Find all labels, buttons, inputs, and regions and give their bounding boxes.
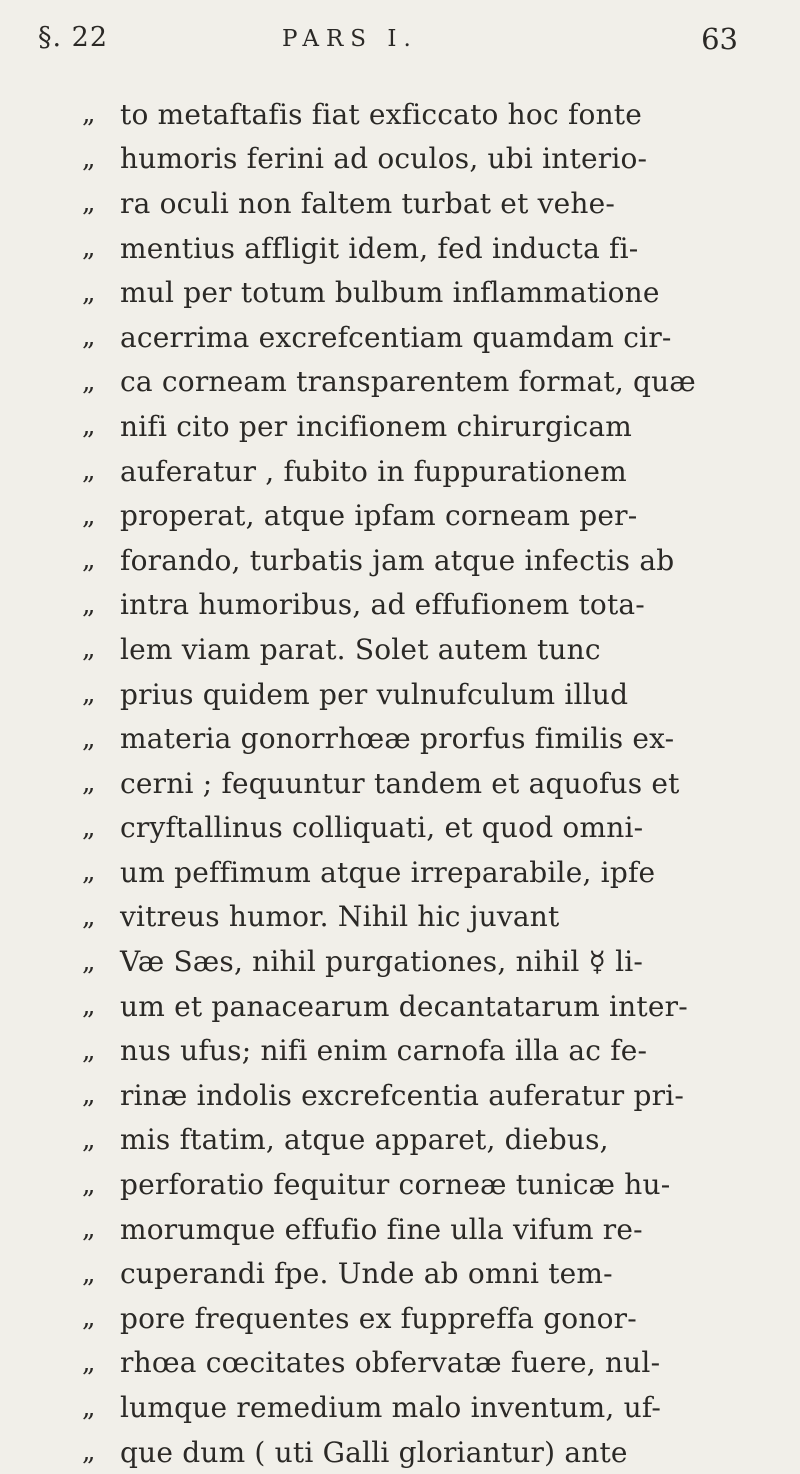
text-line bbox=[82, 806, 762, 851]
quotation-mark: „ bbox=[82, 456, 96, 487]
quotation-mark: „ bbox=[82, 1392, 96, 1423]
text-line bbox=[82, 270, 762, 315]
line-text: um et panacearum decantatarum inter- bbox=[120, 989, 688, 1023]
line-text: rhœa cœcitates obfervatæ fuere, nul- bbox=[120, 1346, 661, 1380]
line-text: cryftallinus colliquati, et quod omni- bbox=[120, 811, 644, 845]
body-text bbox=[82, 92, 762, 1474]
line-text: humoris ferini ad oculos, ubi interio- bbox=[120, 142, 648, 176]
quotation-mark: „ bbox=[82, 322, 96, 353]
text-line bbox=[82, 939, 762, 984]
text-line bbox=[82, 627, 762, 672]
quotation-mark: „ bbox=[82, 1035, 96, 1066]
text-line bbox=[82, 761, 762, 806]
quotation-mark: „ bbox=[82, 1080, 96, 1111]
text-line bbox=[82, 1207, 762, 1252]
text-line bbox=[82, 1341, 762, 1386]
line-text: mis ftatim, atque apparet, diebus, bbox=[120, 1123, 609, 1157]
line-text: cerni ; fequuntur tandem et aquofus et bbox=[120, 766, 680, 800]
text-line bbox=[82, 449, 762, 494]
text-line bbox=[82, 315, 762, 360]
quotation-mark: „ bbox=[82, 143, 96, 174]
text-line bbox=[82, 583, 762, 628]
quotation-mark: „ bbox=[82, 1124, 96, 1155]
text-line bbox=[82, 1118, 762, 1163]
quotation-mark: „ bbox=[82, 768, 96, 799]
text-line bbox=[82, 1296, 762, 1341]
line-text: acerrima excrefcentiam quamdam cir- bbox=[120, 320, 672, 354]
text-line bbox=[82, 850, 762, 895]
quotation-mark: „ bbox=[82, 99, 96, 130]
text-line bbox=[82, 716, 762, 761]
quotation-mark: „ bbox=[82, 1214, 96, 1245]
quotation-mark: „ bbox=[82, 857, 96, 888]
quotation-mark: „ bbox=[82, 1303, 96, 1334]
line-text: intra humoribus, ad effufionem tota- bbox=[120, 588, 645, 622]
quotation-mark: „ bbox=[82, 901, 96, 932]
text-line bbox=[82, 1251, 762, 1296]
quotation-mark: „ bbox=[82, 233, 96, 264]
line-text: materia gonorrhœæ prorfus fimilis ex- bbox=[120, 722, 675, 756]
quotation-mark: „ bbox=[82, 1437, 96, 1468]
quotation-mark: „ bbox=[82, 946, 96, 977]
text-line bbox=[82, 181, 762, 226]
quotation-mark: „ bbox=[82, 545, 96, 576]
quotation-mark: „ bbox=[82, 411, 96, 442]
line-text: cuperandi fpe. Unde ab omni tem- bbox=[120, 1257, 613, 1291]
text-line bbox=[82, 493, 762, 538]
section-number: §. 22 bbox=[38, 22, 109, 53]
text-line bbox=[82, 1430, 762, 1474]
line-text: lumque remedium malo inventum, uf- bbox=[120, 1391, 662, 1425]
quotation-mark: „ bbox=[82, 634, 96, 665]
text-line bbox=[82, 92, 762, 137]
line-text: nus ufus; nifi enim carnofa illa ac fe- bbox=[120, 1034, 648, 1068]
line-text: morumque effufio fine ulla vifum re- bbox=[120, 1212, 643, 1246]
line-text: pore frequentes ex fuppreffa gonor- bbox=[120, 1301, 637, 1335]
line-text: lem viam parat. Solet autem tunc bbox=[120, 632, 601, 666]
text-line bbox=[82, 672, 762, 717]
quotation-mark: „ bbox=[82, 812, 96, 843]
line-text: to metaftafis fiat exficcato hoc fonte bbox=[120, 97, 643, 131]
line-text: que dum ( uti Galli gloriantur) ante bbox=[120, 1435, 628, 1469]
text-line bbox=[82, 984, 762, 1029]
line-text: um peffimum atque irreparabile, ipfe bbox=[120, 855, 656, 889]
text-line bbox=[82, 360, 762, 405]
quotation-mark: „ bbox=[82, 679, 96, 710]
quotation-mark: „ bbox=[82, 188, 96, 219]
quotation-mark: „ bbox=[82, 991, 96, 1022]
quotation-mark: „ bbox=[82, 500, 96, 531]
line-text: rinæ indolis excrefcentia auferatur pri- bbox=[120, 1078, 685, 1112]
line-text: prius quidem per vulnufculum illud bbox=[120, 677, 629, 711]
line-text: forando, turbatis jam atque infectis ab bbox=[120, 543, 675, 577]
running-header bbox=[38, 14, 738, 64]
line-text: auferatur , fubito in fuppurationem bbox=[120, 454, 627, 488]
quotation-mark: „ bbox=[82, 1169, 96, 1200]
text-line bbox=[82, 1073, 762, 1118]
quotation-mark: „ bbox=[82, 1258, 96, 1289]
line-text: mul per totum bulbum inflammatione bbox=[120, 276, 660, 310]
text-line bbox=[82, 538, 762, 583]
text-line bbox=[82, 1162, 762, 1207]
quotation-mark: „ bbox=[82, 589, 96, 620]
text-line bbox=[82, 1028, 762, 1073]
text-line bbox=[82, 404, 762, 449]
text-line bbox=[82, 1385, 762, 1430]
line-text: perforatio fequitur corneæ tunicæ hu- bbox=[120, 1168, 671, 1202]
text-line bbox=[82, 226, 762, 271]
line-text: Væ Sæs, nihil purgationes, nihil ☿ li- bbox=[120, 945, 644, 979]
line-text: ra oculi non faltem turbat et vehe- bbox=[120, 186, 616, 220]
line-text: properat, atque ipfam corneam per- bbox=[120, 499, 638, 533]
quotation-mark: „ bbox=[82, 366, 96, 397]
quotation-mark: „ bbox=[82, 1347, 96, 1378]
line-text: nifi cito per incifionem chirurgicam bbox=[120, 409, 632, 443]
running-title: PARS I. bbox=[282, 26, 418, 52]
line-text: ca corneam transparentem format, quæ bbox=[120, 365, 696, 399]
quotation-mark: „ bbox=[82, 723, 96, 754]
text-line bbox=[82, 895, 762, 940]
page-number: 63 bbox=[701, 22, 738, 56]
text-line bbox=[82, 137, 762, 182]
quotation-mark: „ bbox=[82, 277, 96, 308]
line-text: mentius affligit idem, fed inducta fi- bbox=[120, 231, 639, 265]
line-text: vitreus humor. Nihil hic juvant bbox=[120, 900, 560, 934]
